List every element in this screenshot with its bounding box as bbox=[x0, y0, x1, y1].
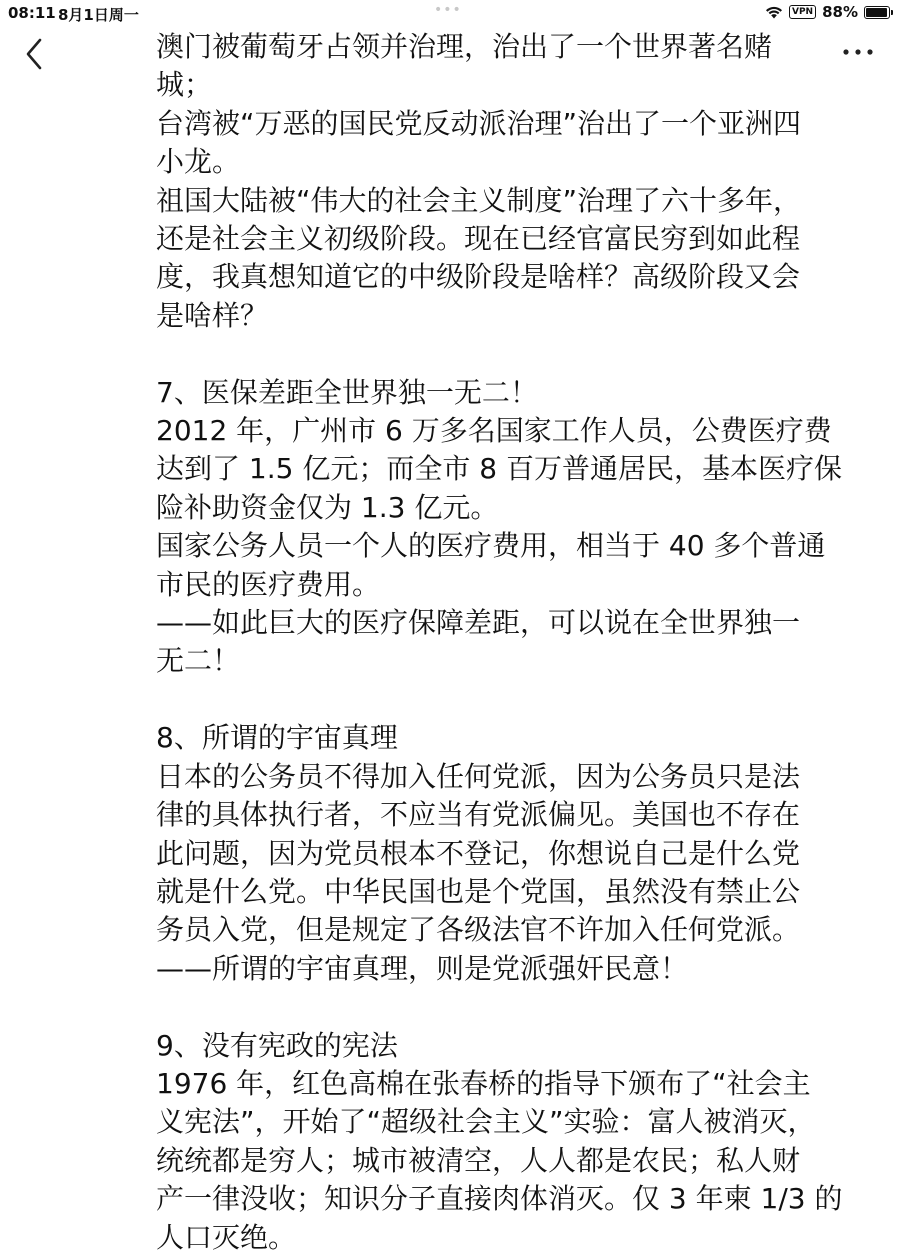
article-line: 日本的公务员不得加入任何党派，因为公务员只是法 bbox=[156, 759, 801, 793]
article-line: 险补助资金仅为 1.3 亿元。 bbox=[156, 490, 499, 524]
article-line: ——如此巨大的医疗保障差距，可以说在全世界独一 bbox=[156, 606, 801, 640]
article-line: 达到了 1.5 亿元；而全市 8 百万普通居民，基本医疗保 bbox=[156, 452, 842, 486]
paragraph-spacer bbox=[156, 681, 806, 719]
chevron-left-icon bbox=[20, 36, 50, 72]
article-line: 祖国大陆被“伟大的社会主义制度”治理了六十多年， bbox=[156, 183, 802, 217]
article-line: 城； bbox=[156, 68, 213, 102]
multitask-dots-icon[interactable]: ••• bbox=[434, 2, 462, 18]
battery-icon bbox=[864, 6, 890, 19]
article-line: 统统都是穷人；城市被清空，人人都是农民；私人财 bbox=[156, 1143, 801, 1177]
article-line: 7、医保差距全世界独一无二！ bbox=[156, 375, 538, 409]
article-line: 8、所谓的宇宙真理 bbox=[156, 721, 398, 755]
article-line: 是啥样？ bbox=[156, 298, 269, 332]
article-body bbox=[156, 28, 843, 1257]
status-date: 8月1日周一 bbox=[58, 6, 139, 24]
status-bar bbox=[0, 0, 900, 26]
paragraph-spacer bbox=[156, 335, 806, 373]
article-line: 国家公务人员一个人的医疗费用，相当于 40 多个普通 bbox=[156, 529, 826, 563]
back-button[interactable] bbox=[20, 36, 50, 72]
article-line: 2012 年，广州市 6 万多名国家工作人员，公费医疗费 bbox=[156, 414, 832, 448]
article-line: 务员入党，但是规定了各级法官不许加入任何党派。 bbox=[156, 913, 801, 947]
battery-percentage: 88% bbox=[822, 3, 858, 21]
article-line: 澳门被葡萄牙占领并治理，治出了一个世界著名赌 bbox=[156, 30, 773, 63]
article-line: 无二！ bbox=[156, 644, 241, 678]
status-time: 08:11 bbox=[8, 4, 56, 22]
article-line: 度，我真想知道它的中级阶段是啥样？高级阶段又会 bbox=[156, 260, 801, 294]
article-line: 人口灭绝。 bbox=[156, 1220, 297, 1254]
status-indicators bbox=[765, 3, 890, 21]
article-line: 律的具体执行者，不应当有党派偏见。美国也不存在 bbox=[156, 798, 801, 832]
article-line: 台湾被“万恶的国民党反动派治理”治出了一个亚洲四 bbox=[156, 106, 802, 140]
article-line: 就是什么党。中华民国也是个党国，虽然没有禁止公 bbox=[156, 874, 801, 908]
article-line: ——所谓的宇宙真理，则是党派强奸民意！ bbox=[156, 951, 689, 985]
article-line: 9、没有宪政的宪法 bbox=[156, 1028, 398, 1062]
article-line: 产一律没收；知识分子直接肉体消灭。仅 3 年柬 1/3 的 bbox=[156, 1182, 843, 1216]
article-line: 市民的医疗费用。 bbox=[156, 567, 381, 601]
more-horizontal-icon bbox=[838, 36, 878, 66]
article-line: 义宪法”，开始了“超级社会主义”实验：富人被消灭， bbox=[156, 1105, 816, 1139]
battery-cap bbox=[891, 10, 893, 15]
more-button[interactable] bbox=[838, 36, 878, 66]
battery-level-fill bbox=[866, 8, 887, 17]
vpn-badge: VPN bbox=[789, 5, 816, 19]
wifi-icon bbox=[765, 6, 783, 19]
article-line: 小龙。 bbox=[156, 145, 241, 179]
paragraph-spacer bbox=[156, 988, 806, 1026]
article-line: 1976 年，红色高棉在张春桥的指导下颁布了“社会主 bbox=[156, 1066, 811, 1100]
article-line: 还是社会主义初级阶段。现在已经官富民穷到如此程 bbox=[156, 222, 801, 256]
article-line: 此问题，因为党员根本不登记，你想说自己是什么党 bbox=[156, 836, 801, 870]
